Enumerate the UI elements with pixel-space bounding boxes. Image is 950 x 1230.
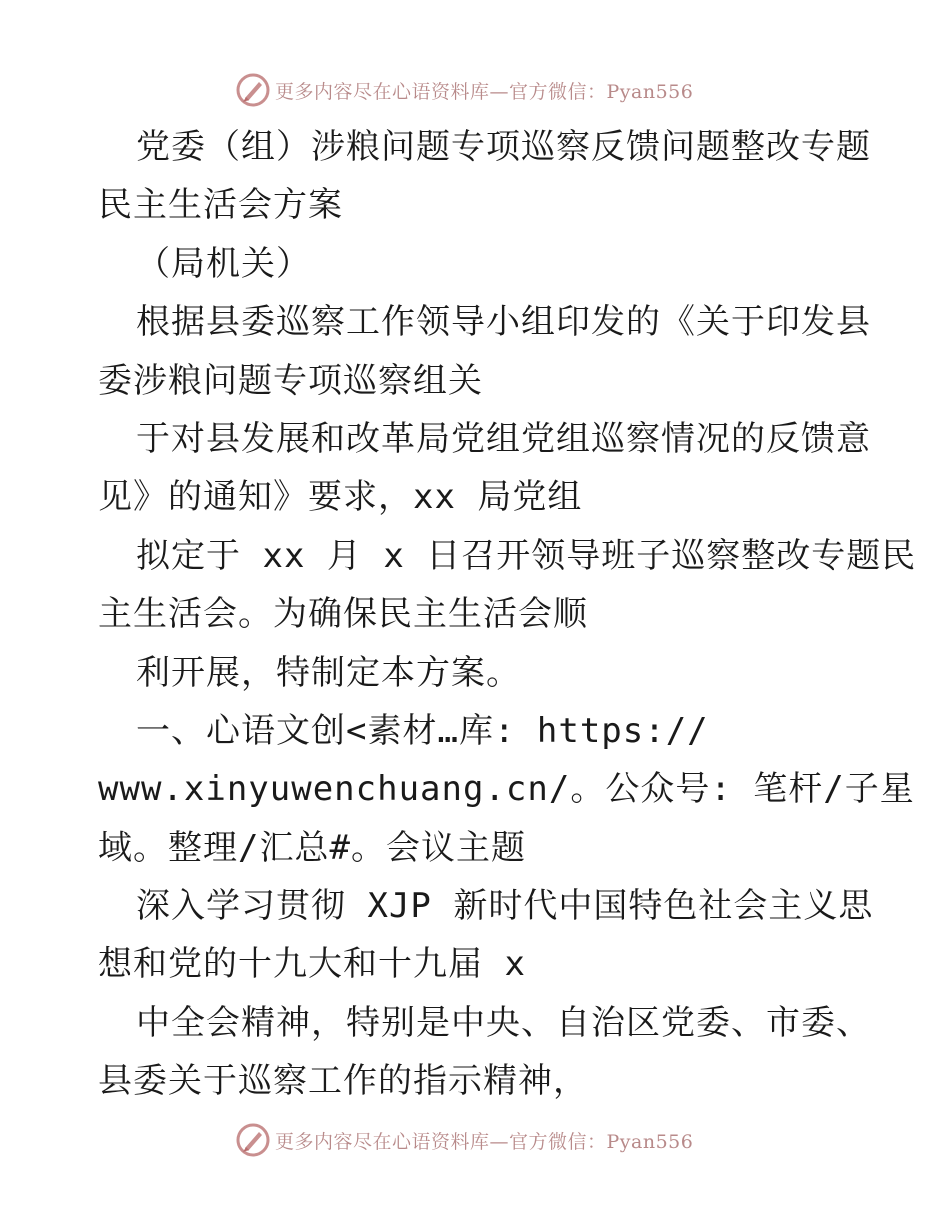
watermark-text: 更多内容尽在心语资料库—官方微信：Pyan556 (275, 80, 694, 103)
pen-logo-icon (235, 1122, 271, 1158)
pen-logo-icon (235, 72, 271, 108)
title-line-1: 党委（组）涉粮问题专项巡察反馈问题整改专题 (136, 127, 871, 167)
paragraph-line: 深入学习贯彻 XJP 新时代中国特色社会主义思 (136, 886, 874, 927)
paragraph-line: 想和党的十九大和十九届 x (98, 944, 526, 985)
section-heading-line: www.xinyuwenchuang.cn/。公众号: 笔杆/子星 (98, 769, 915, 810)
title-line-2: 民主生活会方案 (98, 185, 343, 226)
subtitle-line: （局机关） (136, 243, 311, 284)
paragraph-line: 见》的通知》要求，xx 局党组 (98, 477, 583, 518)
paragraph-line: 主生活会。为确保民主生活会顺 (98, 594, 588, 635)
watermark-header (0, 70, 950, 110)
section-heading-line: 一、心语文创<素材…库: https:// (136, 710, 709, 751)
watermark-text: 更多内容尽在心语资料库—官方微信：Pyan556 (275, 1130, 694, 1153)
paragraph-line: 委涉粮问题专项巡察组关 (98, 360, 483, 401)
paragraph-line: 县委关于巡察工作的指示精神， (98, 1061, 588, 1102)
paragraph-line: 于对县发展和改革局党组党组巡察情况的反馈意 (136, 418, 871, 459)
document-body (98, 118, 917, 1111)
watermark-footer (0, 1120, 950, 1160)
paragraph-line: 拟定于 xx 月 x 日召开领导班子巡察整改专题民 (136, 535, 917, 576)
paragraph-line: 利开展，特制定本方案。 (136, 652, 521, 693)
paragraph-line: 中全会精神，特别是中央、自治区党委、市委、 (136, 1002, 871, 1043)
paragraph-line: 根据县委巡察工作领导小组印发的《关于印发县 (136, 302, 871, 343)
section-heading-line: 域。整理/汇总#。会议主题 (98, 827, 526, 868)
